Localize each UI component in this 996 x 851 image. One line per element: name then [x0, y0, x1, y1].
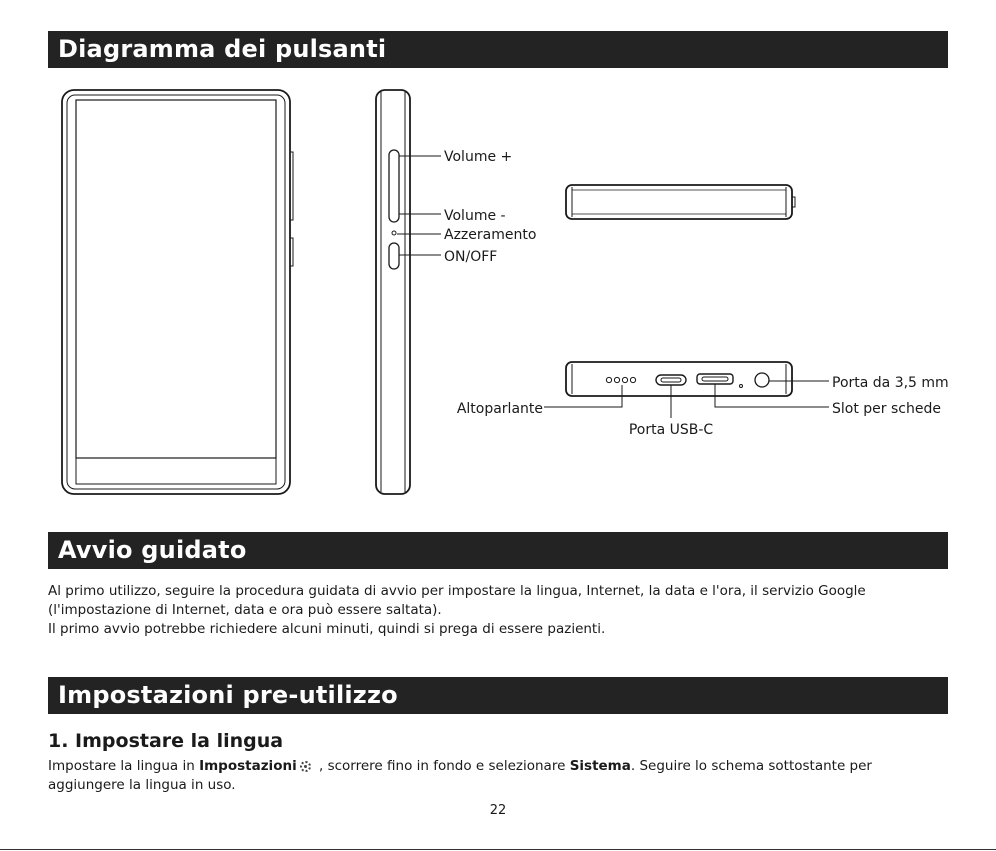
- startup-text: [48, 582, 948, 639]
- label-card-slot: Slot per schede: [832, 401, 941, 417]
- startup-line-2: (l'impostazione di Internet, data e ora può essere saltata).: [48, 602, 442, 618]
- startup-line-3: Il primo avvio potrebbe richiedere alcuni minuti, quindi si prega di essere pazienti.: [48, 621, 606, 637]
- headphone-jack: [755, 373, 769, 387]
- page-number: 22: [489, 803, 507, 818]
- language-text-middle: , scorrere fino in fondo e selezionare: [314, 758, 570, 774]
- settings-bold: Impostazioni: [199, 758, 297, 774]
- volume-buttons: [389, 150, 399, 222]
- device-side-view: [376, 90, 410, 494]
- device-front-view: [62, 90, 293, 494]
- bottom-rule: [0, 849, 996, 850]
- section-title-startup: Avvio guidato: [48, 532, 948, 569]
- language-text: [48, 757, 948, 795]
- startup-line-1: Al primo utilizzo, seguire la procedura guidata di avvio per impostare la lingua, Internet, la data e l'ora, il servizio Google: [48, 583, 866, 599]
- label-volume-down: Volume -: [444, 208, 506, 224]
- section-title-presetup: Impostazioni pre-utilizzo: [48, 677, 948, 714]
- label-speaker: Altoparlante: [456, 401, 543, 417]
- gear-icon: [300, 761, 311, 772]
- reset-hole: [392, 231, 396, 235]
- system-bold: Sistema: [569, 758, 631, 774]
- label-power: ON/OFF: [444, 249, 498, 265]
- language-text-after: . Seguire lo schema sottostante per aggiungere la lingua in uso.: [48, 758, 872, 793]
- label-usb-c: Porta USB-C: [628, 422, 714, 438]
- label-volume-up: Volume +: [444, 149, 513, 165]
- device-bottom-view: [566, 362, 792, 396]
- language-text-before: Impostare la lingua in: [48, 758, 200, 774]
- section-title-buttons: Diagramma dei pulsanti: [48, 31, 948, 68]
- language-heading: 1. Impostare la lingua: [48, 730, 284, 752]
- speaker-grille: [606, 377, 635, 382]
- label-reset: Azzeramento: [444, 227, 537, 243]
- label-headphone-jack: Porta da 3,5 mm: [832, 375, 949, 391]
- power-button: [389, 243, 399, 269]
- device-top-view: [566, 185, 795, 219]
